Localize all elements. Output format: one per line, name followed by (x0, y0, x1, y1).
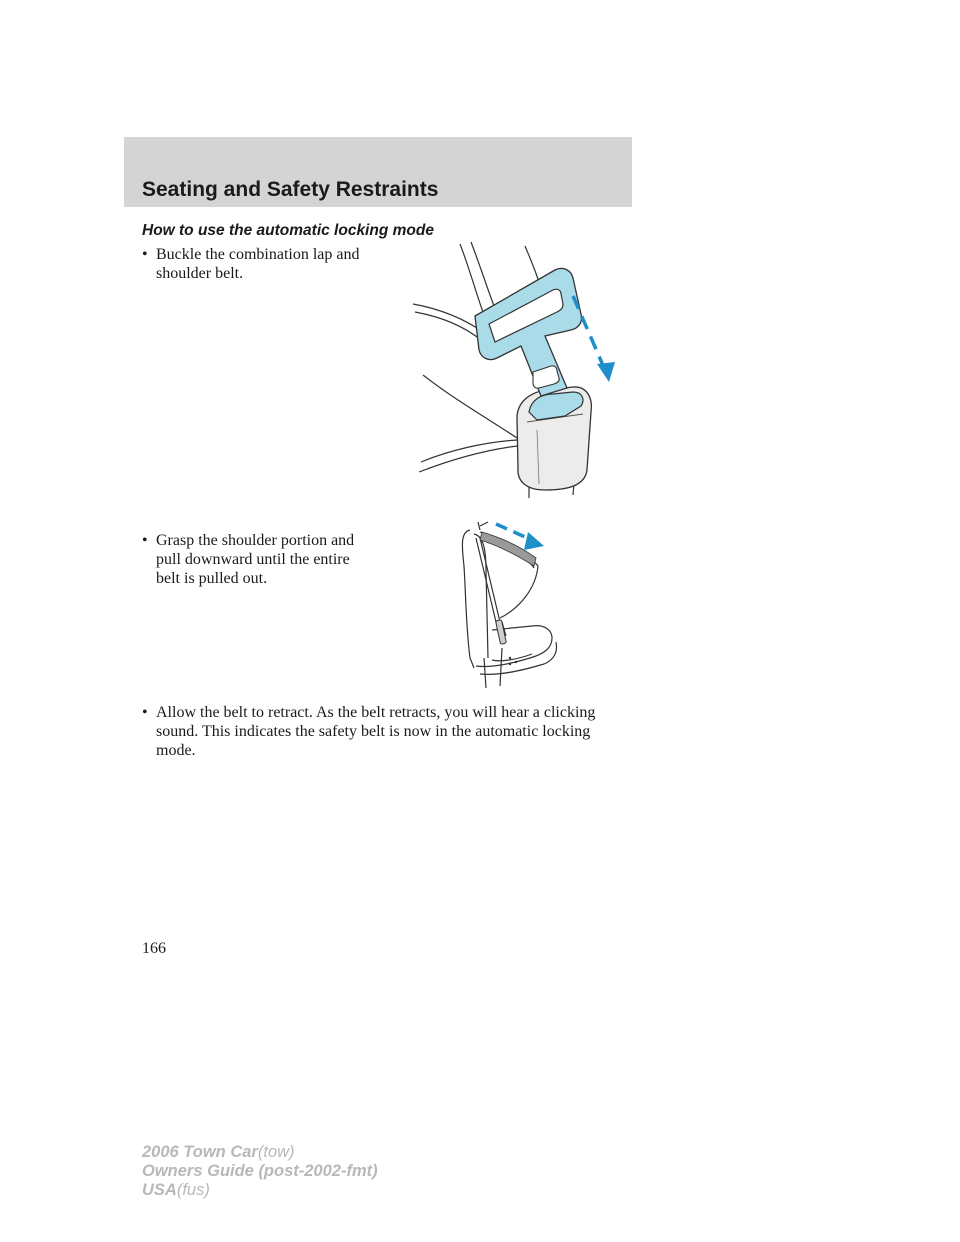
page-section-title: Seating and Safety Restraints (142, 178, 439, 201)
footer-line-region: USA(fus) (142, 1181, 210, 1199)
bullet-dot: • (142, 532, 148, 549)
document-footer (142, 1143, 378, 1200)
bullet-text: Buckle the combination lap and shoulder belt. (156, 246, 360, 282)
bullet-text: Allow the belt to retract. As the belt retracts, you will hear a clicking sound. This indicates the safety belt is now in the automatic locking mode. (156, 704, 596, 759)
bullet-dot: • (142, 246, 148, 263)
bullet-item-buckle (142, 245, 360, 283)
footer-line-model: 2006 Town Car(tow) (142, 1143, 295, 1161)
subheading: How to use the automatic locking mode (142, 222, 434, 239)
bullet-item-retract (142, 703, 595, 760)
bullet-dot: • (142, 704, 148, 721)
page-number: 166 (142, 940, 166, 957)
seat-belt-pull-illustration (440, 518, 580, 693)
buckle-illustration (405, 240, 630, 505)
footer-line-guide: Owners Guide (post-2002-fmt) (142, 1162, 378, 1180)
bullet-text: Grasp the shoulder portion and pull downward until the entire belt is pulled out. (156, 532, 355, 587)
bullet-item-grasp (142, 531, 354, 588)
